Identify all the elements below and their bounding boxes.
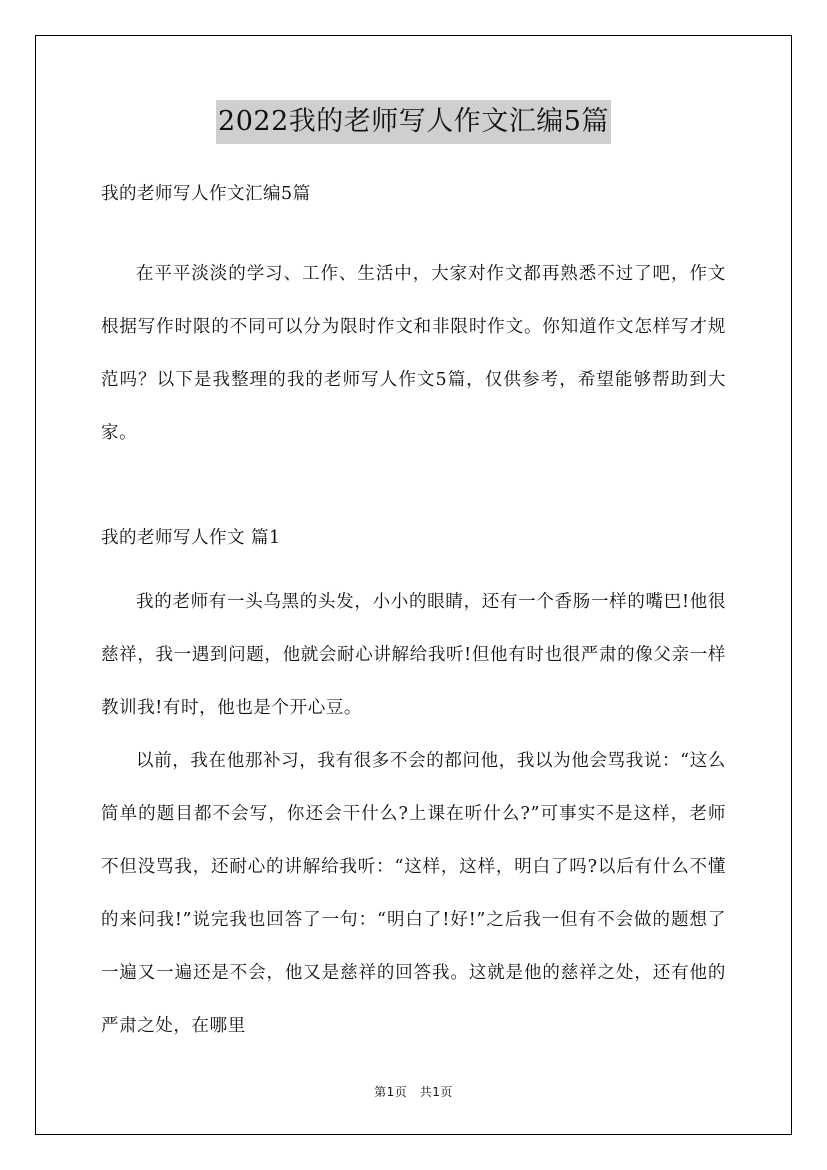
intro-paragraph: 在平平淡淡的学习、工作、生活中，大家对作文都再熟悉不过了吧，作文根据写作时限的不同可以分为限时作文和非限时作文。你知道作文怎样写才规范吗？以下是我整理的我的老师写人作文5篇，仅供参考，希望能够帮助到大家。	[101, 264, 726, 443]
document-subtitle: 我的老师写人作文汇编5篇	[101, 184, 311, 204]
document-title	[0, 100, 827, 147]
page-number-footer: 第1页 共1页	[374, 1085, 453, 1099]
document-body	[101, 178, 726, 1053]
section-paragraph-2: 以前，我在他那补习，我有很多不会的都问他，我以为他会骂我说：“这么简单的题目都不会写，你还会干什么?上课在听什么?”可事实不是这样，老师不但没骂我，还耐心的讲解给我听：“这样，这样，明白了吗?以后有什么不懂的来问我!”说完我也回答了一句：“明白了!好!”之后我一但有不会做的题想了一遍又一遍还是不会，他又是慈祥的回答我。这就是他的慈祥之处，还有他的严肃之处，在哪里	[101, 751, 726, 1036]
section-heading: 我的老师写人作文 篇1	[101, 528, 281, 548]
document-title-text: 2022我的老师写人作文汇编5篇	[216, 100, 611, 144]
section-paragraph-1: 我的老师有一头乌黑的头发，小小的眼睛，还有一个香肠一样的嘴巴!他很慈祥，我一遇到问题，他就会耐心讲解给我听!但他有时也很严肃的像父亲一样教训我!有时，他也是个开心豆。	[101, 592, 726, 718]
